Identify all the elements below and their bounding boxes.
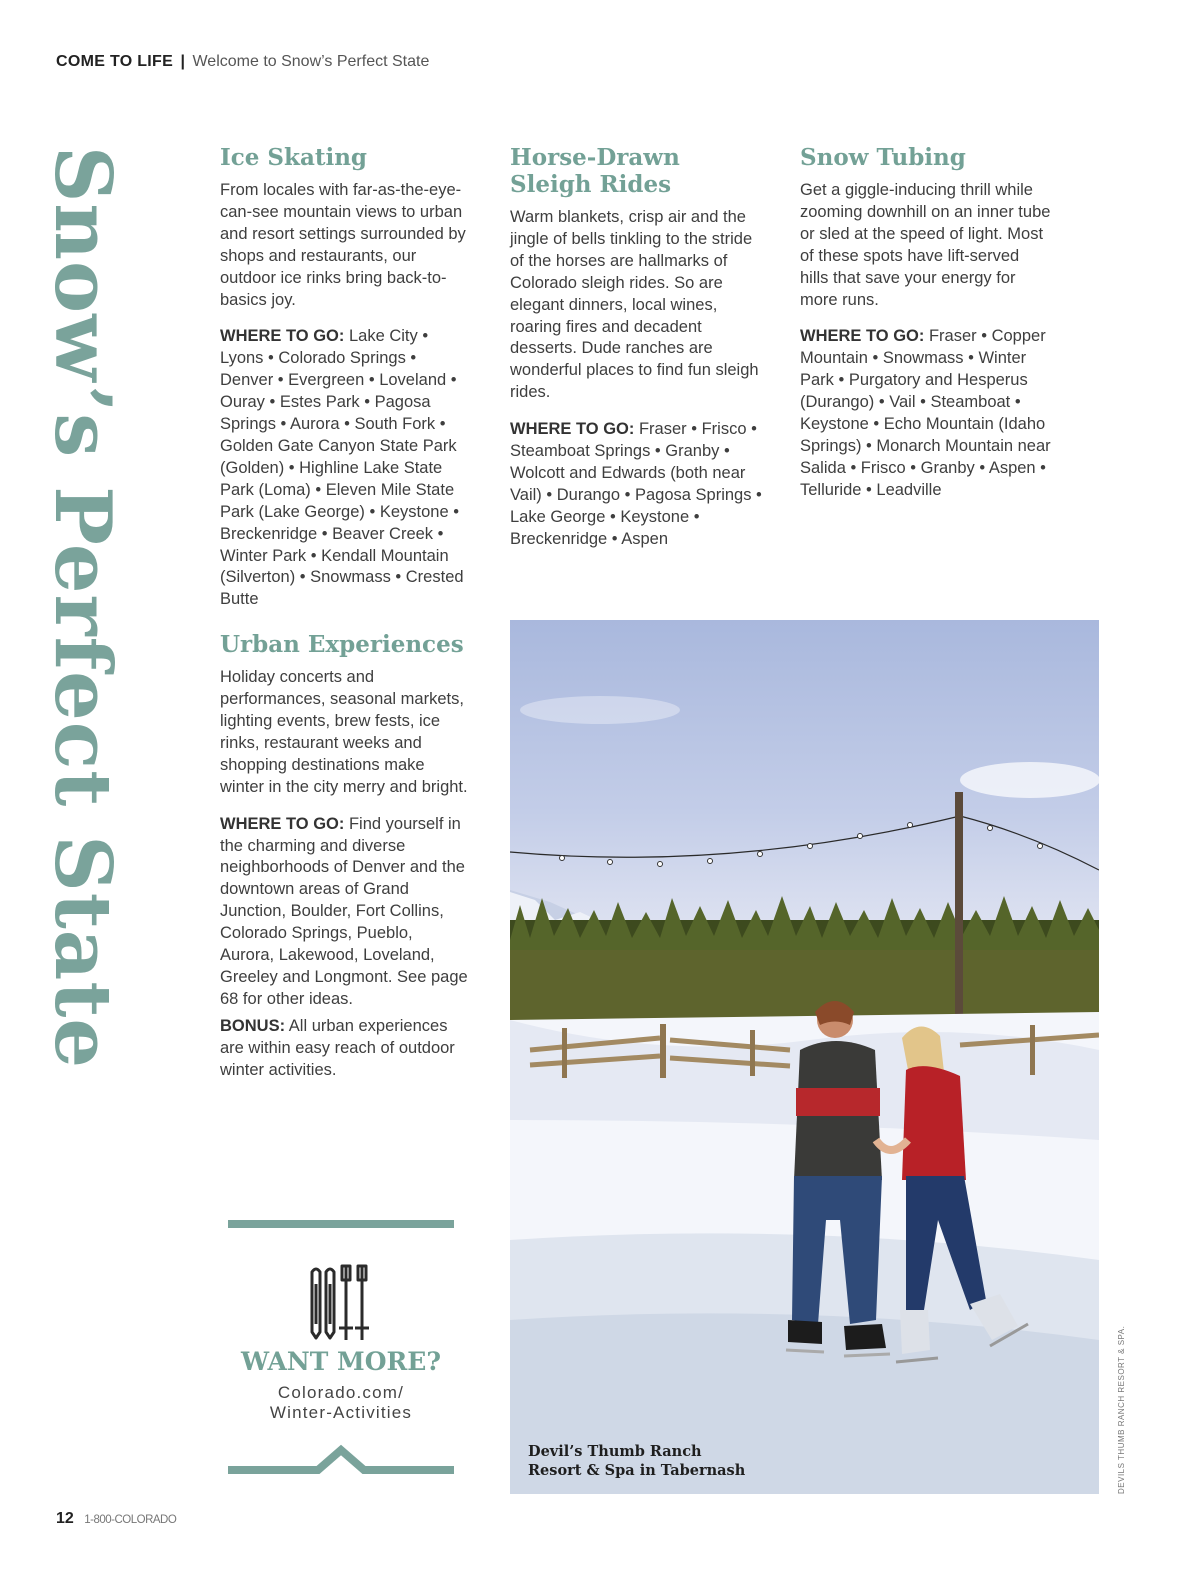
sleigh-heading: Horse-Drawn Sleigh Rides [510, 144, 680, 198]
ice-skating-locations: Lake City • Lyons • Colorado Springs • Denver • Evergreen • Loveland • Ouray • Estes Park • Pagosa Springs • Aurora • South Fork • Golden Gate Canyon State Park (Golden) • Highline Lake State Park (Loma) • Eleven Mile State Park (Lake George) • Keystone • Breckenridge • Beaver Creek • Winter Park • Kendall Mountain (Silverton) • Snowmass • Crested Butte [220, 327, 464, 609]
column-middle [510, 144, 762, 566]
promo-top-rule [228, 1220, 454, 1228]
caption-line-1: Devil’s Thumb Ranch [528, 1443, 702, 1460]
skis-poles-icon [306, 1264, 376, 1344]
want-more-heading: WANT MORE? [241, 1347, 441, 1376]
column-right [800, 144, 1052, 517]
photo-credit: DEVILS THUMB RANCH RESORT & SPA. [1117, 1325, 1126, 1494]
urban-locations: Find yourself in the charming and diverse neighborhoods of Denver and the downtown areas of Grand Junction, Boulder, Fort Collins, Colorado Springs, Pueblo, Aurora, Lakewood, Loveland, Greeley and Longmont. See page 68 for other ideas. [220, 814, 468, 1008]
header-separator: | [180, 53, 186, 70]
section-subtitle: Welcome to Snow’s Perfect State [192, 53, 430, 70]
photo-caption [528, 1442, 745, 1480]
where-label: WHERE TO GO: [220, 814, 345, 833]
page-number: 12 [56, 1510, 74, 1527]
ice-skating-photo [510, 620, 1099, 1494]
caption-line-2: Resort & Spa in Tabernash [528, 1462, 746, 1479]
urban-body: Holiday concerts and performances, seasonal markets, lighting events, brew fests, ice rinks, restaurant weeks and shopping destinations make winter in the city merry and bright. [220, 668, 468, 796]
where-label: WHERE TO GO: [220, 327, 345, 346]
urban-bonus [220, 1016, 470, 1082]
ice-skating-body: From locales with far-as-the-eye-can-see mountain views to urban and resort settings surrounded by shops and restaurants, our outdoor ice rinks bring back-to-basics joy. [220, 181, 466, 309]
where-label: WHERE TO GO: [510, 420, 635, 439]
sleigh-body: Warm blankets, crisp air and the jingle of bells tinkling to the stride of the horses are hallmarks of Colorado sleigh rides. So are elegant dinners, local wines, roaring fires and decadent desserts. Dude ranches are wonderful places to find fun sleigh rides. [510, 208, 759, 402]
urban-heading: Urban Experiences [220, 631, 464, 659]
tubing-heading: Snow Tubing [800, 144, 966, 171]
tubing-locations: Fraser • Copper Mountain • Snowmass • Winter Park • Purgatory and Hesperus (Durango) • Vail • Steamboat • Keystone • Echo Mountain (Idaho Springs) • Monarch Mountain near Salida • Frisco • Granby • Aspen • Telluride • Leadville [800, 327, 1051, 499]
phone-number: 1-800-COLORADO [84, 1514, 177, 1526]
page-footer [56, 1510, 176, 1528]
tubing-body: Get a giggle-inducing thrill while zooming downhill on an inner tube or sled at the speed of light. Most of these spots have lift-served hills that save your energy for more runs. [800, 181, 1051, 309]
urban-section [220, 631, 470, 1081]
urban-where [220, 814, 470, 1011]
bonus-label: BONUS: [220, 1016, 286, 1035]
promo-link-line-1[interactable]: Colorado.com/ [277, 1383, 405, 1402]
vertical-title: Snow’s Perfect State [37, 146, 128, 1069]
where-label: WHERE TO GO: [800, 327, 925, 346]
photo-illustration [510, 620, 1099, 1494]
column-left [220, 144, 470, 1097]
promo-link-line-2[interactable]: Winter-Activities [269, 1403, 413, 1422]
page-header [56, 53, 429, 71]
ice-skating-where [220, 326, 470, 611]
ice-skating-heading: Ice Skating [220, 144, 368, 171]
mountain-rule-icon [228, 1442, 454, 1478]
urban-bonus-text: All urban experiences are within easy reach of outdoor winter activities. [220, 1016, 455, 1079]
sleigh-locations: Fraser • Frisco • Steamboat Springs • Granby • Wolcott and Edwards (both near Vail) • Durango • Pagosa Springs • Lake George • Keystone • Breckenridge • Aspen [510, 420, 762, 548]
sleigh-where [510, 419, 762, 550]
sleigh-section [510, 144, 762, 551]
tubing-where [800, 326, 1052, 501]
promo-link[interactable] [228, 1383, 454, 1423]
ice-skating-section [220, 144, 470, 611]
want-more-box [228, 1220, 454, 1478]
section-name: COME TO LIFE [56, 53, 174, 70]
tubing-section [800, 144, 1052, 502]
